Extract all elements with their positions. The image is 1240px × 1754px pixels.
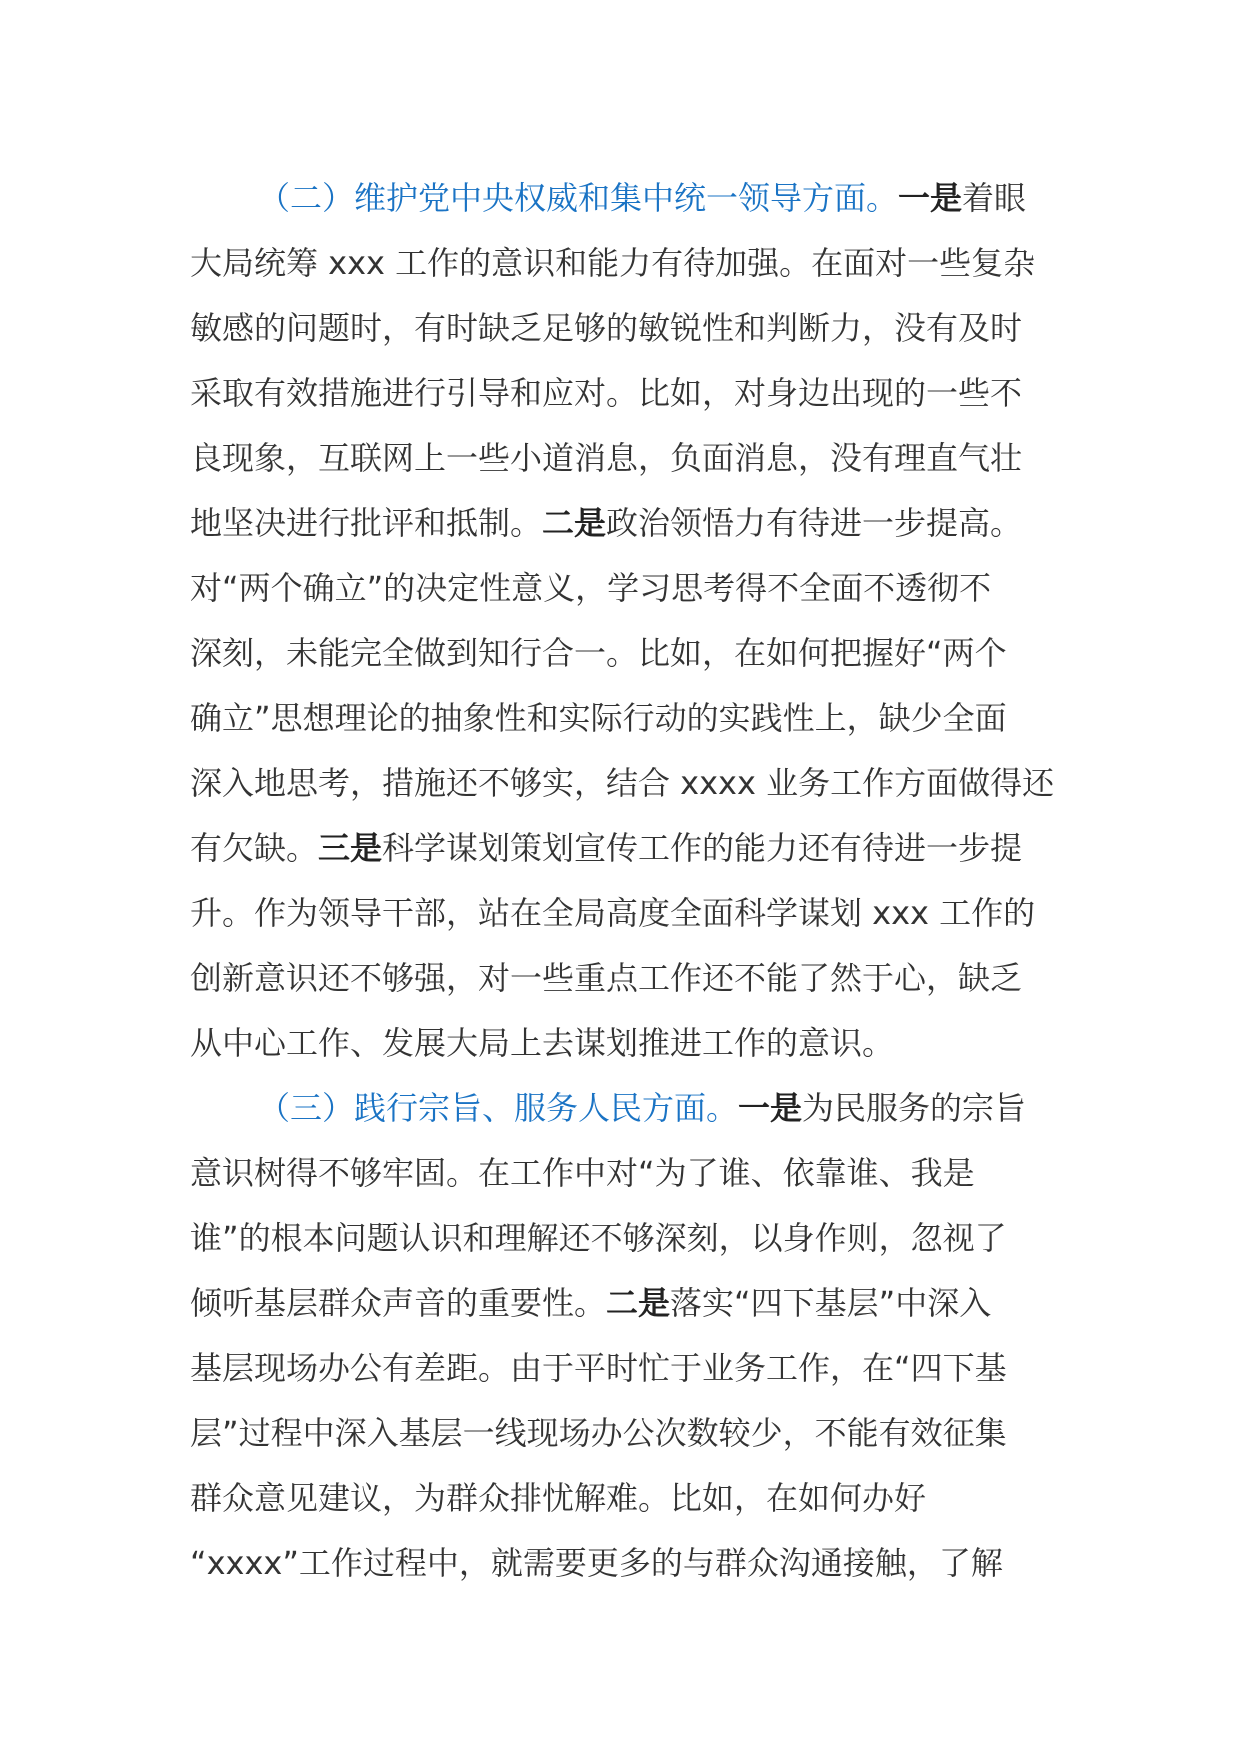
paragraph-line [190,361,1070,426]
bold-marker: 二是 [542,504,607,542]
paragraph-line [190,1531,1070,1596]
line-text: 谁”的根本问题认识和理解还不够深刻，以身作则，忽视了 [190,1219,1007,1257]
bold-marker: 一是 [738,1089,803,1127]
section-heading-3: （三）践行宗旨、服务人民方面。 [258,1089,739,1127]
line-text: 采取有效措施进行引导和应对。比如，对身边出现的一些不 [190,374,1023,412]
line-text: 着眼 [962,179,1027,217]
bold-marker: 一是 [898,179,963,217]
line-text: 升。作为领导干部，站在全局高度全面科学谋划 xxx 工作的 [190,894,1036,932]
line-text: 从中心工作、发展大局上去谋划推进工作的意识。 [190,1024,895,1062]
paragraph-line [190,621,1070,686]
paragraph-line [190,426,1070,491]
paragraph-line [190,296,1070,361]
line-text: 有欠缺。 [190,829,319,867]
line-text: 良现象，互联网上一些小道消息，负面消息，没有理直气壮 [190,439,1023,477]
paragraph-line [190,751,1070,816]
paragraph-line [190,166,1070,231]
document-body [190,166,1070,1596]
paragraph-line [190,816,1070,881]
line-text: 确立”思想理论的抽象性和实际行动的实践性上，缺少全面 [190,699,1007,737]
paragraph-line [190,556,1070,621]
line-text: 对“两个确立”的决定性意义，学习思考得不全面不透彻不 [190,569,992,607]
paragraph-line [190,1141,1070,1206]
paragraph-line [190,1401,1070,1466]
paragraph-line [190,1076,1070,1141]
paragraph-line [190,1011,1070,1076]
paragraph-line [190,491,1070,556]
paragraph-line [190,1271,1070,1336]
paragraph-line [190,1206,1070,1271]
line-text: 倾听基层群众声音的重要性。 [190,1284,607,1322]
paragraph-line [190,686,1070,751]
line-text: 科学谋划策划宣传工作的能力还有待进一步提 [382,829,1023,867]
line-text: 基层现场办公有差距。由于平时忙于业务工作，在“四下基 [190,1349,1007,1387]
line-text: 为民服务的宗旨 [802,1089,1027,1127]
paragraph-line [190,881,1070,946]
line-text: 落实“四下基层”中深入 [670,1284,992,1322]
line-text: 大局统筹 xxx 工作的意识和能力有待加强。在面对一些复杂 [190,244,1036,282]
paragraph-line [190,946,1070,1011]
line-text: 深刻，未能完全做到知行合一。比如，在如何把握好“两个 [190,634,1007,672]
line-text: 敏感的问题时，有时缺乏足够的敏锐性和判断力，没有及时 [190,309,1023,347]
paragraph-line [190,231,1070,296]
paragraph-line [190,1466,1070,1531]
line-text: 深入地思考，措施还不够实，结合 xxxx 业务工作方面做得还 [190,764,1055,802]
line-text: 层”过程中深入基层一线现场办公次数较少，不能有效征集 [190,1414,1007,1452]
bold-marker: 三是 [318,829,383,867]
line-text: 创新意识还不够强，对一些重点工作还不能了然于心，缺乏 [190,959,1023,997]
line-text: 群众意见建议，为群众排忧解难。比如，在如何办好 [190,1479,927,1517]
section-heading-2: （二）维护党中央权威和集中统一领导方面。 [258,179,899,217]
line-text: “xxxx”工作过程中，就需要更多的与群众沟通接触，了解 [190,1544,1003,1582]
line-text: 地坚决进行批评和抵制。 [190,504,543,542]
line-text: 意识树得不够牢固。在工作中对“为了谁、依靠谁、我是 [190,1154,975,1192]
bold-marker: 二是 [606,1284,671,1322]
paragraph-line [190,1336,1070,1401]
line-text: 政治领悟力有待进一步提高。 [606,504,1023,542]
